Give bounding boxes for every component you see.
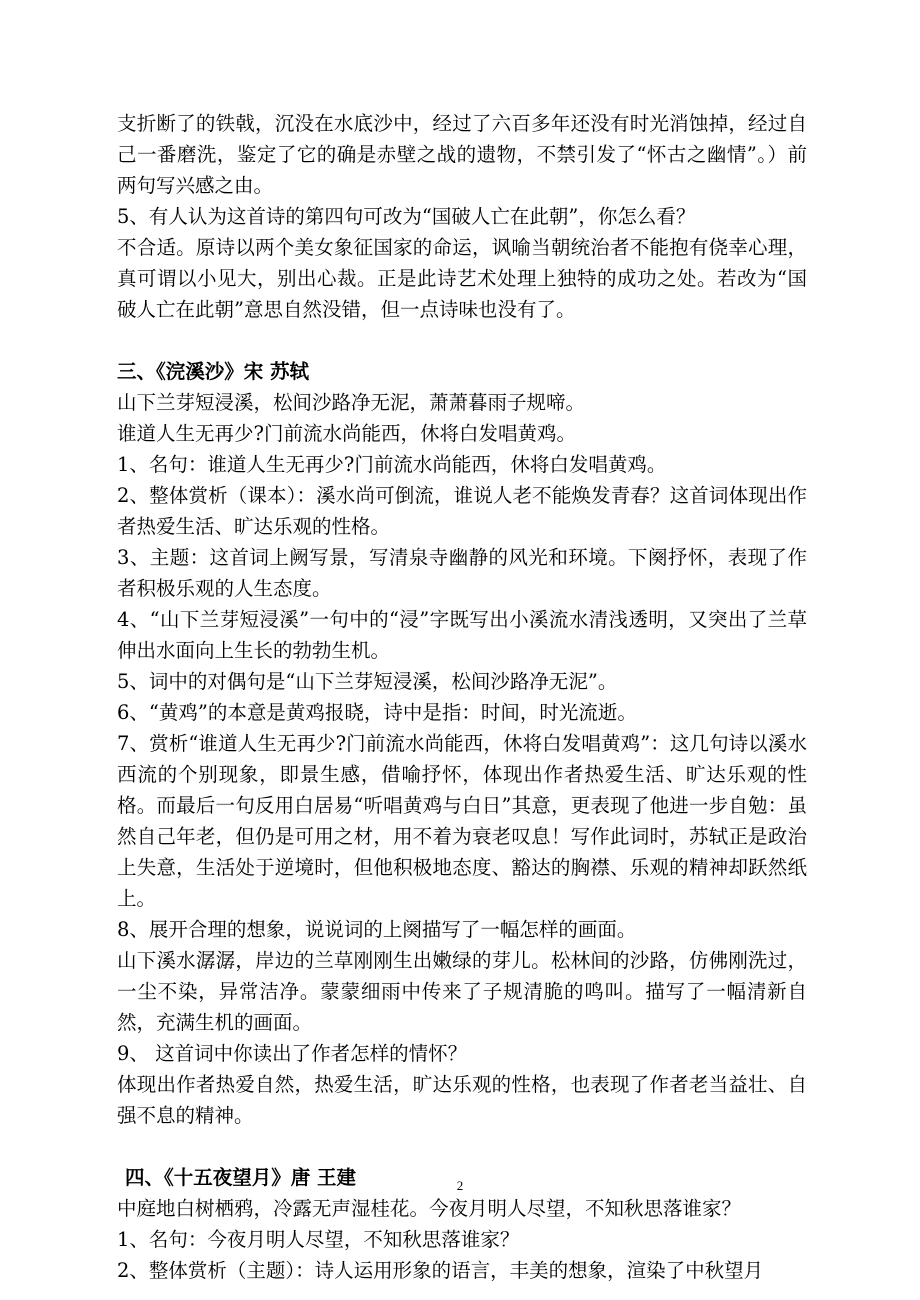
- blank-line: [117, 1131, 807, 1162]
- section-3-heading: 三、《浣溪沙》宋 苏轼: [117, 360, 310, 383]
- poem-line: 谁道人生无再少?门前流水尚能西，休将白发唱黄鸡。: [117, 422, 576, 445]
- list-item: 2、整体赏析（课本）：溪水尚可倒流，谁说人老不能焕发青春？这首词体现出作者热爱生活、旷达乐观的性格。: [117, 484, 807, 538]
- poem-line: 中庭地白树栖鸦，冷露无声湿桂花。今夜月明人尽望，不知秋思落谁家？: [117, 1197, 742, 1220]
- document-body: [117, 108, 807, 1286]
- answer-5: 不合适。原诗以两个美女象征国家的命运，讽喻当朝统治者不能抱有侥幸心理，真可谓以小见大，别出心裁。正是此诗艺术处理上独特的成功之处。若改为“国破人亡在此朝”意思自然没错，但一点诗味也没有了。: [117, 236, 807, 321]
- answer: 山下溪水潺潺，岸边的兰草刚刚生出嫩绿的芽儿。松林间的沙路，仿佛刚洗过，一尘不染，异常洁净。蒙蒙细雨中传来了子规清脆的鸣叫。描写了一幅清新自然，充满生机的画面。: [117, 949, 807, 1034]
- list-item: 7、赏析“谁道人生无再少?门前流水尚能西，休将白发唱黄鸡”：这几句诗以溪水西流的个别现象，即景生感，借喻抒怀，体现出作者热爱生活、旷达乐观的性格。而最后一句反用白居易“听唱黄鸡与白日”其意，更表现了他进一步自勉：虽然自己年老，但仍是可用之材，用不着为衰老叹息！写作此词时，苏轼正是政治上失意，生活处于逆境时，但他积极地态度、豁达的胸襟、乐观的精神却跃然纸上。: [117, 732, 807, 910]
- list-item: 1、名句：谁道人生无再少?门前流水尚能西，休将白发唱黄鸡。: [117, 453, 667, 476]
- blank-line: [117, 325, 807, 356]
- poem-line: 山下兰芽短浸溪，松间沙路净无泥，萧萧暮雨子规啼。: [117, 391, 586, 414]
- page-number: 2: [456, 1178, 464, 1193]
- list-item: 4、“山下兰芽短浸溪”一句中的“浸”字既写出小溪流水清浅透明，又突出了兰草伸出水面向上生长的勃勃生机。: [117, 608, 807, 662]
- list-item: 2、整体赏析（主题）：诗人运用形象的语言，丰美的想象，渲染了中秋望月: [117, 1259, 764, 1282]
- list-item: 3、主题：这首词上阙写景，写清泉寺幽静的风光和环境。下阕抒怀，表现了作者积极乐观的人生态度。: [117, 546, 807, 600]
- section-4-heading: 四、《十五夜望月》唐 王建: [125, 1166, 357, 1189]
- question-5: 5、有人认为这首诗的第四句可改为“国破人亡在此朝”，你怎么看？: [117, 205, 696, 228]
- list-item: 1、名句：今夜月明人尽望，不知秋思落谁家？: [117, 1228, 520, 1251]
- paragraph: 支折断了的铁戟，沉没在水底沙中，经过了六百多年还没有时光消蚀掉，经过自己一番磨洗，鉴定了它的确是赤壁之战的遗物，不禁引发了“怀古之幽情”。）前两句写兴感之由。: [117, 112, 807, 197]
- list-item: 5、词中的对偶句是“山下兰芽短浸溪，松间沙路净无泥”。: [117, 670, 618, 693]
- list-item: 6、“黄鸡”的本意是黄鸡报晓，诗中是指：时间，时光流逝。: [117, 701, 637, 724]
- list-item: 9、 这首词中你读出了作者怎样的情怀？: [117, 1042, 468, 1065]
- list-item: 8、展开合理的想象，说说词的上阕描写了一幅怎样的画面。: [117, 918, 637, 941]
- answer: 体现出作者热爱自然，热爱生活，旷达乐观的性格，也表现了作者老当益壮、自强不息的精神。: [117, 1073, 807, 1127]
